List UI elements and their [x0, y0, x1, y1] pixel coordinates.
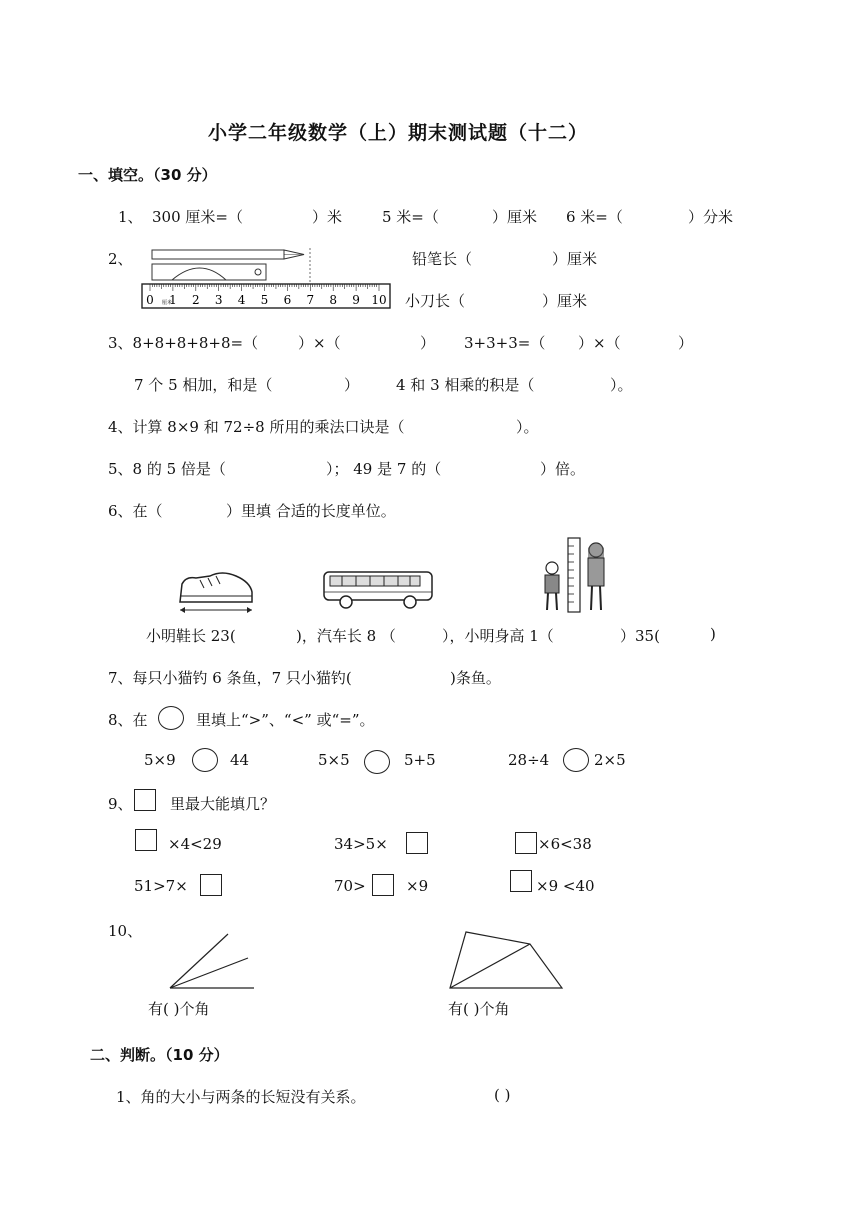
q4-end: ）。 — [516, 418, 539, 436]
q6-height-2: ）35( — [620, 627, 660, 645]
ruler-tick-label: 0 — [146, 293, 154, 307]
q9-r1-a: ×4<29 — [168, 835, 222, 853]
section-heading-judge: 二、判断。（10 分） — [90, 1046, 229, 1064]
answer-box — [134, 789, 156, 811]
q1-part-b-end: ）厘米 — [492, 208, 538, 226]
q6-height-end: ) — [710, 625, 716, 643]
pencil-knife-ruler-figure — [142, 246, 392, 312]
q7-b: )条鱼。 — [450, 669, 501, 687]
ruler-tick-label: 2 — [191, 293, 200, 307]
judge-q1-text: 1、角的大小与两条的长短没有关系。 — [116, 1088, 366, 1106]
q6-text: 6、在（ — [108, 502, 163, 520]
q6-height: ），小明身高 1（ — [442, 627, 554, 645]
bus-icon — [322, 568, 436, 612]
ruler-tick-label: 5 — [260, 293, 269, 307]
ruler-icon — [142, 284, 390, 308]
q1-number: 1、 — [118, 208, 143, 226]
ruler-tick-label: 10 — [371, 293, 387, 307]
trapezoid-figure — [446, 928, 566, 992]
q3-line1-b: ）×（ — [298, 334, 341, 352]
compare-circle — [158, 706, 184, 730]
q3-line1-d: 3+3+3=（ — [464, 334, 546, 352]
q10-number: 10、 — [108, 922, 143, 940]
q3-line1-e: ）×（ — [578, 334, 621, 352]
q3-line1-c: ） — [420, 334, 436, 352]
q2-knife-text: 小刀长（ — [405, 292, 466, 310]
q5-b: ）； 49 是 7 的（ — [326, 460, 442, 478]
q8-b: 里填上“>”、“<” 或“=”。 — [196, 711, 375, 729]
q8-e3-right: 2×5 — [594, 751, 626, 769]
q5-c: ）倍。 — [540, 460, 586, 478]
compare-circle[interactable] — [364, 750, 390, 774]
q1-part-c-end: ）分米 — [688, 208, 734, 226]
q7-a: 7、每只小猫钓 6 条鱼，7 只小猫钓( — [108, 669, 352, 687]
ruler-tick-label: 1 — [169, 293, 177, 307]
q1-part-a-end: ）米 — [312, 208, 343, 226]
page-title: 小学二年级数学（上）期末测试题（十二） — [208, 122, 589, 144]
q2-knife-end: ）厘米 — [542, 292, 588, 310]
q3-line2-b: ） — [344, 376, 360, 394]
q8-e3-left: 28÷4 — [508, 751, 550, 769]
knife-icon — [152, 264, 266, 280]
q6-bus: )，汽车长 8 （ — [296, 627, 396, 645]
q3-line2-a: 7 个 5 相加，和是（ — [134, 376, 273, 394]
q8-e1-left: 5×9 — [144, 751, 176, 769]
q8-a: 8、在 — [108, 711, 148, 729]
q8-e2-right: 5+5 — [404, 751, 436, 769]
q3-line1-a: 3、8+8+8+8+8=（ — [108, 334, 259, 352]
q8-e1-right: 44 — [230, 751, 250, 769]
q1-part-b: 5 米=（ — [382, 208, 439, 226]
ruler-tick-label: 9 — [352, 293, 360, 307]
answer-box[interactable] — [515, 832, 537, 854]
q10-right-label: 有( )个角 — [448, 1000, 510, 1018]
section-heading-fill: 一、填空。（30 分） — [78, 166, 217, 184]
q8-e2-left: 5×5 — [318, 751, 350, 769]
ruler-tick-label: 8 — [329, 293, 338, 307]
answer-box[interactable] — [372, 874, 394, 896]
q9-r2-a: 51>7× — [134, 877, 188, 895]
q3-line2-d: ）。 — [610, 376, 633, 394]
judge-q1-paren[interactable]: ( ) — [494, 1086, 511, 1104]
q1-part-c: 6 米=（ — [566, 208, 623, 226]
answer-box[interactable] — [510, 870, 532, 892]
ruler-tick-label: 3 — [214, 293, 223, 307]
ruler-tick-label: 4 — [237, 293, 246, 307]
q9-r2-c: ×9 — [406, 877, 429, 895]
q6-shoe: 小明鞋长 23( — [146, 627, 236, 645]
q9-r1-c: ×6<38 — [538, 835, 592, 853]
q9-a: 9、 — [108, 795, 133, 813]
shoe-icon — [176, 566, 256, 614]
ruler-tick-label: 7 — [306, 293, 315, 307]
answer-box[interactable] — [200, 874, 222, 896]
q1-part-a: 300 厘米=（ — [152, 208, 243, 226]
q9-r2-b: 70> — [334, 877, 366, 895]
q2-pencil-text: 铅笔长（ — [412, 250, 473, 268]
answer-box[interactable] — [135, 829, 157, 851]
q2-number: 2、 — [108, 250, 133, 268]
angle-rays-figure — [166, 930, 256, 992]
q9-r2-d: ×9 <40 — [536, 877, 595, 895]
q3-line2-c: 4 和 3 相乘的积是（ — [396, 376, 535, 394]
compare-circle[interactable] — [192, 748, 218, 772]
q6-text2: ）里填 合适的长度单位。 — [226, 502, 396, 520]
pencil-icon — [152, 250, 304, 259]
q10-left-label: 有( )个角 — [148, 1000, 210, 1018]
q4-text: 4、计算 8×9 和 72÷8 所用的乘法口诀是（ — [108, 418, 405, 436]
q9-b: 里最大能填几？ — [170, 795, 276, 813]
q9-r1-b: 34>5× — [334, 835, 388, 853]
boy-girl-height-icon — [538, 536, 612, 614]
ruler-unit-label: 厘米 — [162, 300, 173, 306]
answer-box[interactable] — [406, 832, 428, 854]
compare-circle[interactable] — [563, 748, 589, 772]
ruler-tick-label: 6 — [283, 293, 292, 307]
q2-pencil-end: ）厘米 — [552, 250, 598, 268]
q5-a: 5、8 的 5 倍是（ — [108, 460, 226, 478]
q3-line1-f: ） — [678, 334, 694, 352]
